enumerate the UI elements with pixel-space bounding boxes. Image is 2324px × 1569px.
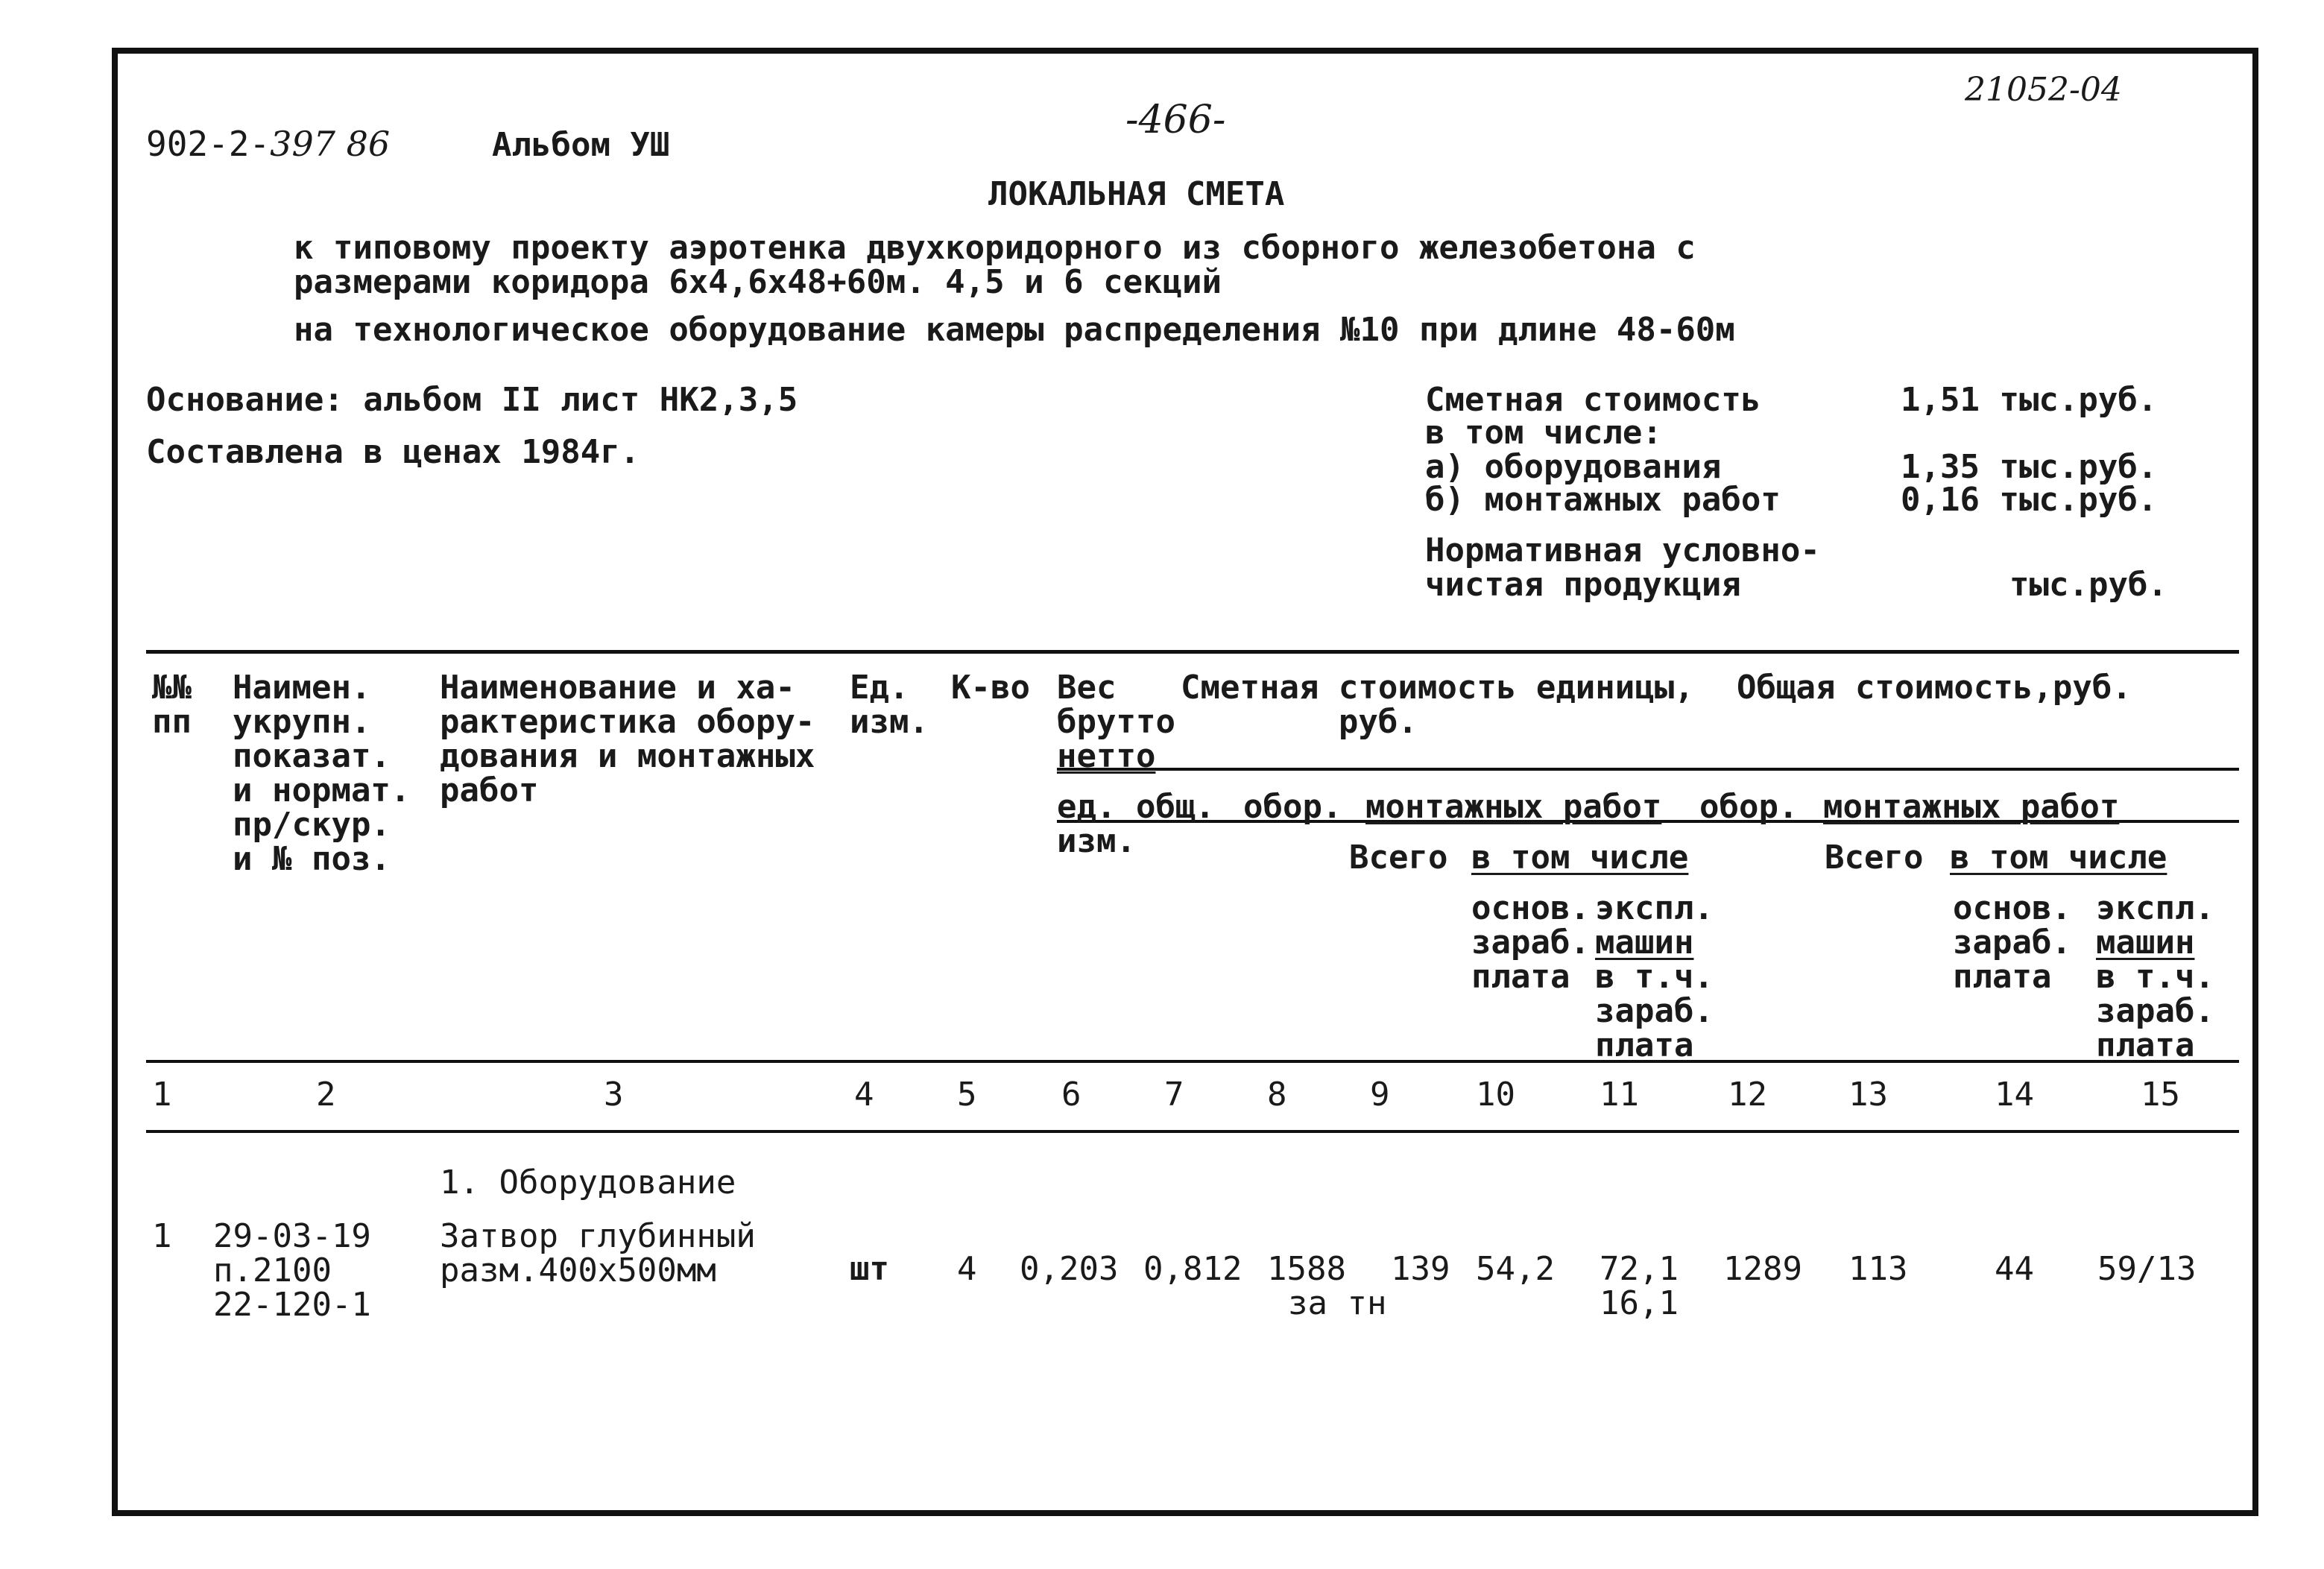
row-cost-mont-base: 54,2 [1476, 1250, 1555, 1288]
header-col-name: Наименование и ха- рактеристика обору- дования и монтажных работ [440, 669, 815, 809]
header-unit-cost: Сметная стоимость единицы, руб. [1181, 669, 1694, 741]
subtitle-line-2: размерами коридора 6х4,6х48+60м. 4,5 и 6 секций [294, 263, 1222, 301]
section-title: 1. Оборудование [440, 1164, 736, 1202]
subtitle-line-3: на технологическое оборудование камеры распределения №10 при длине 48-60м [294, 311, 1735, 349]
header-col-qty: К-во [951, 669, 1030, 707]
row-total-obor: 1289 [1723, 1250, 1802, 1288]
row-cost-obor-note: за тн [1288, 1284, 1387, 1322]
column-number-14: 14 [1995, 1076, 2034, 1114]
album-label: Альбом УШ [492, 126, 670, 164]
row-cost-mont-total: 139 [1391, 1250, 1450, 1288]
header-bottom-rule [146, 1060, 2239, 1063]
row-total-mont: 113 [1848, 1250, 1908, 1288]
column-numbers-rule [146, 1130, 2239, 1133]
row-qty: 4 [957, 1250, 977, 1288]
normative-label-1: Нормативная условно- [1425, 531, 1820, 569]
column-number-1: 1 [152, 1076, 172, 1114]
column-number-6: 6 [1061, 1076, 1082, 1114]
header-unit-mashin: машин [1595, 924, 1694, 962]
header-total-osnov: основ. зараб. плата [1953, 889, 2071, 996]
row-code: 29-03-19 п.2100 22-120-1 [213, 1217, 371, 1324]
header-col-code: Наимен. укрупн. показат. и нормат. пр/скур. и № поз. [233, 669, 411, 878]
equipment-cost-label: а) оборудования [1425, 448, 1722, 486]
document-title: ЛОКАЛЬНАЯ СМЕТА [988, 175, 1285, 213]
header-col-weight: Вес брутто [1057, 669, 1175, 741]
header-total-cost: Общая стоимость,руб. [1737, 669, 2132, 707]
row-number: 1 [152, 1217, 172, 1255]
column-number-9: 9 [1370, 1076, 1390, 1114]
subtitle-line-1: к типовому проекту аэротенка двухкоридорного из сборного железобетона с [294, 229, 1696, 267]
corner-number: 21052-04 [1965, 71, 2122, 109]
header-unit-mont: монтажных работ [1365, 788, 1662, 826]
including-label: в том числе: [1425, 414, 1662, 452]
row-cost-obor: 1588 [1267, 1250, 1346, 1288]
column-number-2: 2 [316, 1076, 336, 1114]
column-number-7: 7 [1164, 1076, 1184, 1114]
header-total-vsego: Всего [1825, 839, 1924, 877]
row-total-mach: 59/13 [2097, 1250, 2197, 1288]
install-cost-value: 0,16 тыс.руб. [1901, 481, 2158, 519]
normative-label-2: чистая продукция [1425, 566, 1741, 604]
total-cost-label: Сметная стоимость [1425, 381, 1761, 419]
column-number-10: 10 [1476, 1076, 1515, 1114]
header-total-mont: монтажных работ [1823, 788, 2120, 826]
header-total-mashin: машин [2096, 924, 2195, 962]
column-number-11: 11 [1600, 1076, 1639, 1114]
row-weight-total: 0,812 [1143, 1250, 1242, 1288]
header-total-obor: обор. [1699, 788, 1799, 826]
header-unit-vtch-zp: в т.ч. зараб. плата [1595, 958, 1714, 1064]
column-number-12: 12 [1728, 1076, 1767, 1114]
column-number-13: 13 [1848, 1076, 1888, 1114]
row-unit: шт [850, 1250, 889, 1288]
basis-line-1: Основание: альбом II лист НК2,3,5 [146, 381, 798, 419]
header-col-unit: Ед. изм. [850, 669, 929, 741]
row-name: Затвор глубинный разм.400х500мм [440, 1217, 756, 1289]
header-total-vtch-zp: в т.ч. зараб. плата [2096, 958, 2214, 1064]
normative-value: тыс.руб. [2009, 566, 2167, 604]
header-col-weight-net: нетто [1057, 737, 1156, 775]
page-number: -466- [1125, 98, 1226, 142]
total-cost-value: 1,51 тыс.руб. [1901, 381, 2158, 419]
header-unit-ekspl: экспл. [1595, 889, 1714, 927]
header-rule-weight [1057, 768, 2239, 771]
equipment-cost-value: 1,35 тыс.руб. [1901, 448, 2158, 486]
header-unit-obor: обор. [1243, 788, 1342, 826]
header-total-ekspl: экспл. [2096, 889, 2214, 927]
install-cost-label: б) монтажных работ [1425, 481, 1781, 519]
header-total-vtch: в том числе [1950, 839, 2167, 877]
table-top-rule [146, 650, 2239, 654]
column-number-8: 8 [1267, 1076, 1287, 1114]
basis-line-2: Составлена в ценах 1984г. [146, 433, 640, 471]
header-unit-vsego: Всего [1349, 839, 1448, 877]
project-number: 902-2-397 86 [146, 124, 391, 164]
row-total-base: 44 [1995, 1250, 2034, 1288]
row-weight-unit: 0,203 [1020, 1250, 1119, 1288]
header-unit-vtch: в том числе [1471, 839, 1689, 877]
row-cost-mont-mach: 72,1 16,1 [1600, 1250, 1679, 1322]
header-col-number: №№ пп [152, 669, 192, 741]
header-ed-izm: ед. общ. изм. [1057, 788, 1215, 860]
column-number-3: 3 [604, 1076, 624, 1114]
column-number-5: 5 [957, 1076, 977, 1114]
header-unit-osnov: основ. зараб. плата [1471, 889, 1590, 996]
column-number-15: 15 [2141, 1076, 2180, 1114]
column-number-4: 4 [854, 1076, 874, 1114]
